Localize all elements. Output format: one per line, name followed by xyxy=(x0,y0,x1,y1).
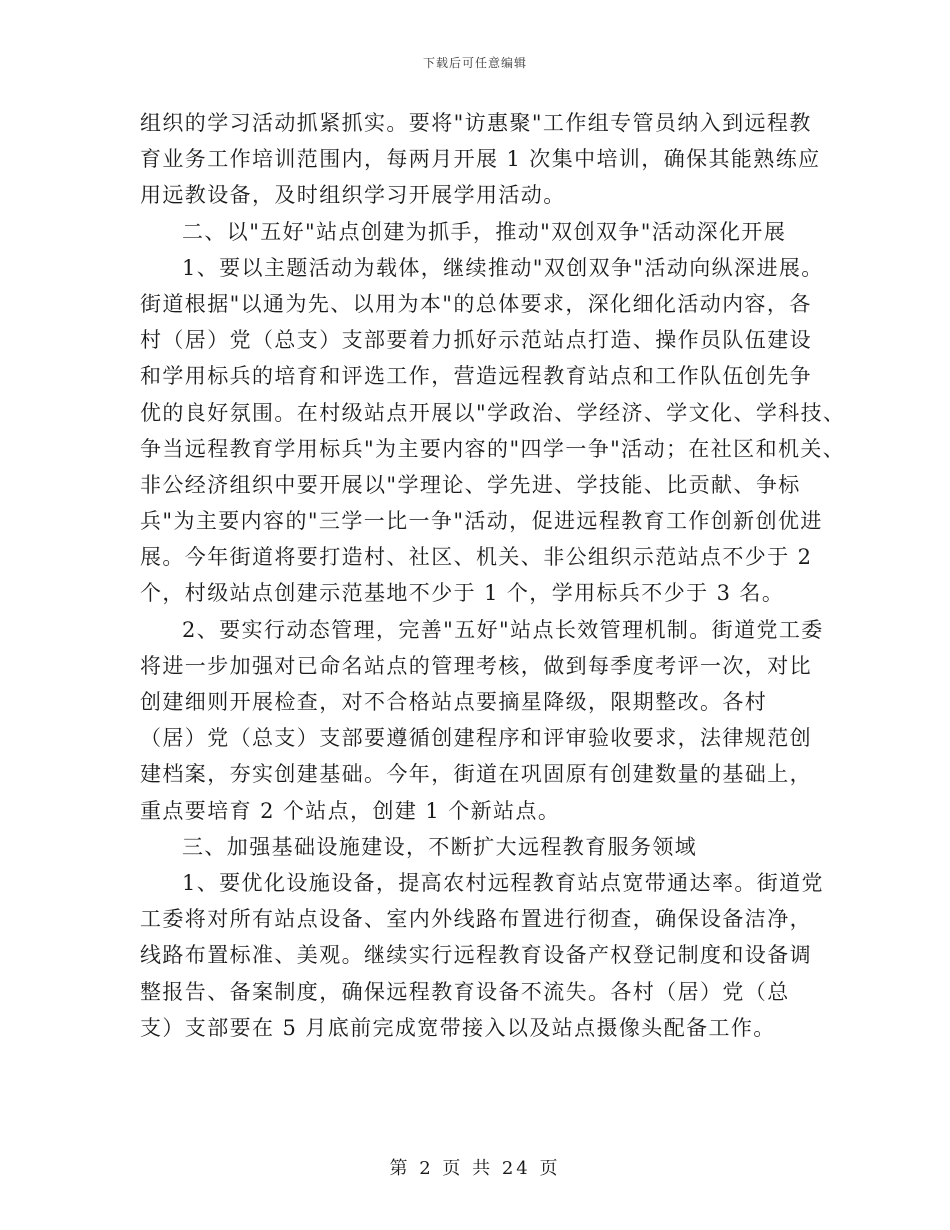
text-line: 建档案，夯实创建基础。今年，街道在巩固原有创建数量的基础上， xyxy=(140,762,812,787)
text-line: 争当远程教育学用标兵"为主要内容的"四学一争"活动；在社区和机关、 xyxy=(140,436,846,461)
text-line: 创建细则开展检查，对不合格站点要摘星降级，限期整改。各村 xyxy=(140,690,768,714)
text-line: 和学用标兵的培育和评选工作，营造远程教育站点和工作队伍创先争 xyxy=(140,364,812,389)
text-line: 二、以"五好"站点创建为抓手，推动"双创双争"活动深化开展 xyxy=(182,219,787,244)
text-line: 展。今年街道将要打造村、社区、机关、非公组织示范站点不少于 2 xyxy=(140,545,813,570)
text-line: 将进一步加强对已命名站点的管理考核，做到每季度考评一次，对比 xyxy=(140,653,812,678)
document-body xyxy=(140,105,846,1046)
text-line: 兵"为主要内容的"三学一比一争"活动，促进远程教育工作创新创优进 xyxy=(140,509,823,534)
text-line: 支）支部要在 5 月底前完成宽带接入以及站点摄像头配备工作。 xyxy=(140,1015,776,1040)
text-line: 线路布置标准、美观。继续实行远程教育设备产权登记制度和设备调 xyxy=(140,943,812,968)
text-line: 工委将对所有站点设备、室内外线路布置进行彻查，确保设备洁净， xyxy=(140,907,812,932)
text-line: 重点要培育 2 个站点，创建 1 个新站点。 xyxy=(140,798,561,823)
text-line: 整报告、备案制度，确保远程教育设备不流失。各村（居）党（总 xyxy=(140,979,790,1004)
text-line: 三、加强基础设施建设，不断扩大远程教育服务领域 xyxy=(182,834,698,859)
text-line: 1、要优化设施设备，提高农村远程教育站点宽带通达率。街道党 xyxy=(182,870,824,895)
header-note: 下载后可任意编辑 xyxy=(422,56,527,70)
text-line: （居）党（总支）支部要遵循创建程序和评审验收要求，法律规范创 xyxy=(140,726,812,751)
text-line: 1、要以主题活动为载体，继续推动"双创双争"活动向纵深进展。 xyxy=(182,255,824,280)
text-line: 街道根据"以通为先、以用为本"的总体要求，深化细化活动内容，各 xyxy=(140,291,812,316)
text-line: 非公经济组织中要开展以"学理论、学先进、学技能、比贡献、争标 xyxy=(140,472,801,497)
text-line: 村（居）党（总支）支部要着力抓好示范站点打造、操作员队伍建设 xyxy=(140,328,812,353)
text-line: 优的良好氛围。在村级站点开展以"学政治、学经济、学文化、学科技、 xyxy=(140,400,846,425)
text-line: 育业务工作培训范围内，每两月开展 1 次集中培训，确保其能熟练应 xyxy=(140,147,821,172)
text-line: 用远教设备，及时组织学习开展学用活动。 xyxy=(140,183,566,208)
text-line: 组织的学习活动抓紧抓实。要将"访惠聚"工作组专管员纳入到远程教 xyxy=(140,111,812,135)
page-footer: 第 2 页 共 24 页 xyxy=(389,1158,561,1179)
text-line: 2、要实行动态管理，完善"五好"站点长效管理机制。街道党工委 xyxy=(182,617,824,642)
text-line: 个，村级站点创建示范基地不少于 1 个，学用标兵不少于 3 名。 xyxy=(140,581,785,606)
